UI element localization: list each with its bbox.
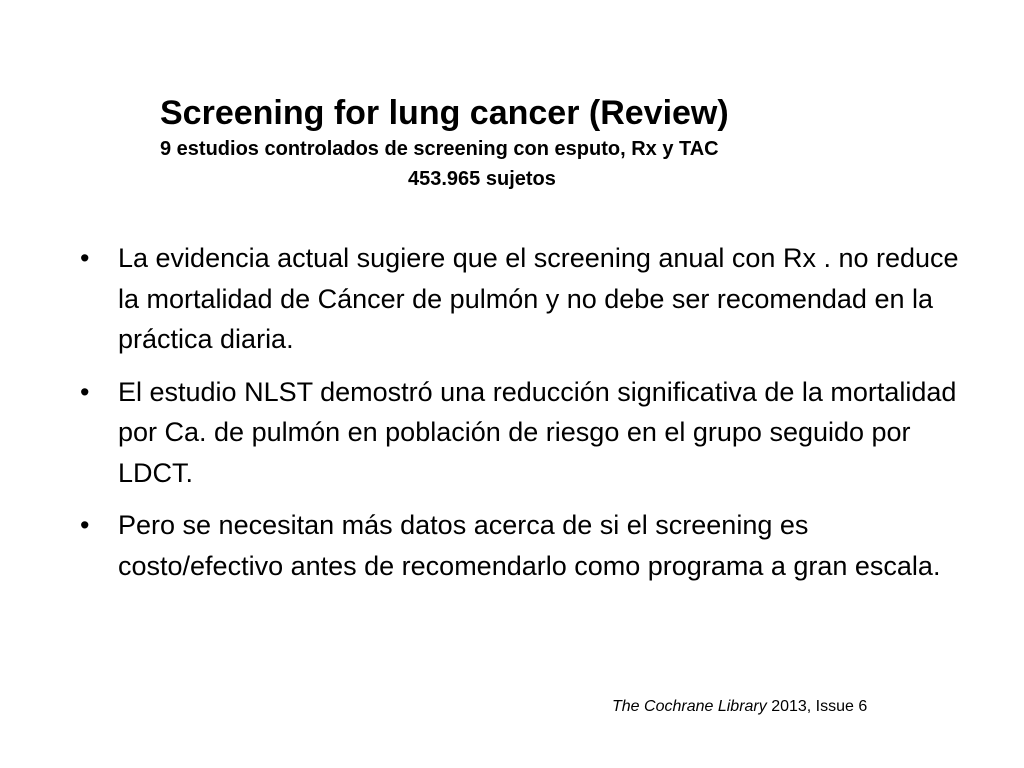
slide-subtitle: 9 estudios controlados de screening con esputo, Rx y TAC [160, 138, 719, 160]
bullet-list [76, 238, 976, 598]
bullet-item [76, 505, 976, 586]
slide-title: Screening for lung cancer (Review) [160, 94, 729, 132]
bullet-item [76, 372, 976, 494]
slide-subtitle-subjects: 453.965 sujetos [408, 168, 556, 190]
bullet-text: El estudio NLST demostró una reducción significativa de la mortalidad por Ca. de pulmón en población de riesgo en el grupo seguido por LDCT. [118, 376, 957, 488]
bullet-item [76, 238, 976, 360]
citation [612, 696, 867, 718]
bullet-icon: • [80, 243, 90, 273]
bullet-icon: • [80, 376, 90, 407]
citation-journal: The Cochrane Library [612, 698, 767, 715]
bullet-text: Pero se necesitan más datos acerca de si el screening es costo/efectivo antes de recomendarlo como programa a gran escala. [118, 510, 941, 581]
citation-details: 2013, Issue 6 [766, 698, 868, 715]
title-block [160, 92, 820, 190]
bullet-text: La evidencia actual sugiere que el screening anual con Rx . no reduce la mortalidad de Cáncer de pulmón y no debe ser recomendad en la práctica diaria. [118, 243, 959, 354]
bullet-icon: • [80, 510, 90, 540]
